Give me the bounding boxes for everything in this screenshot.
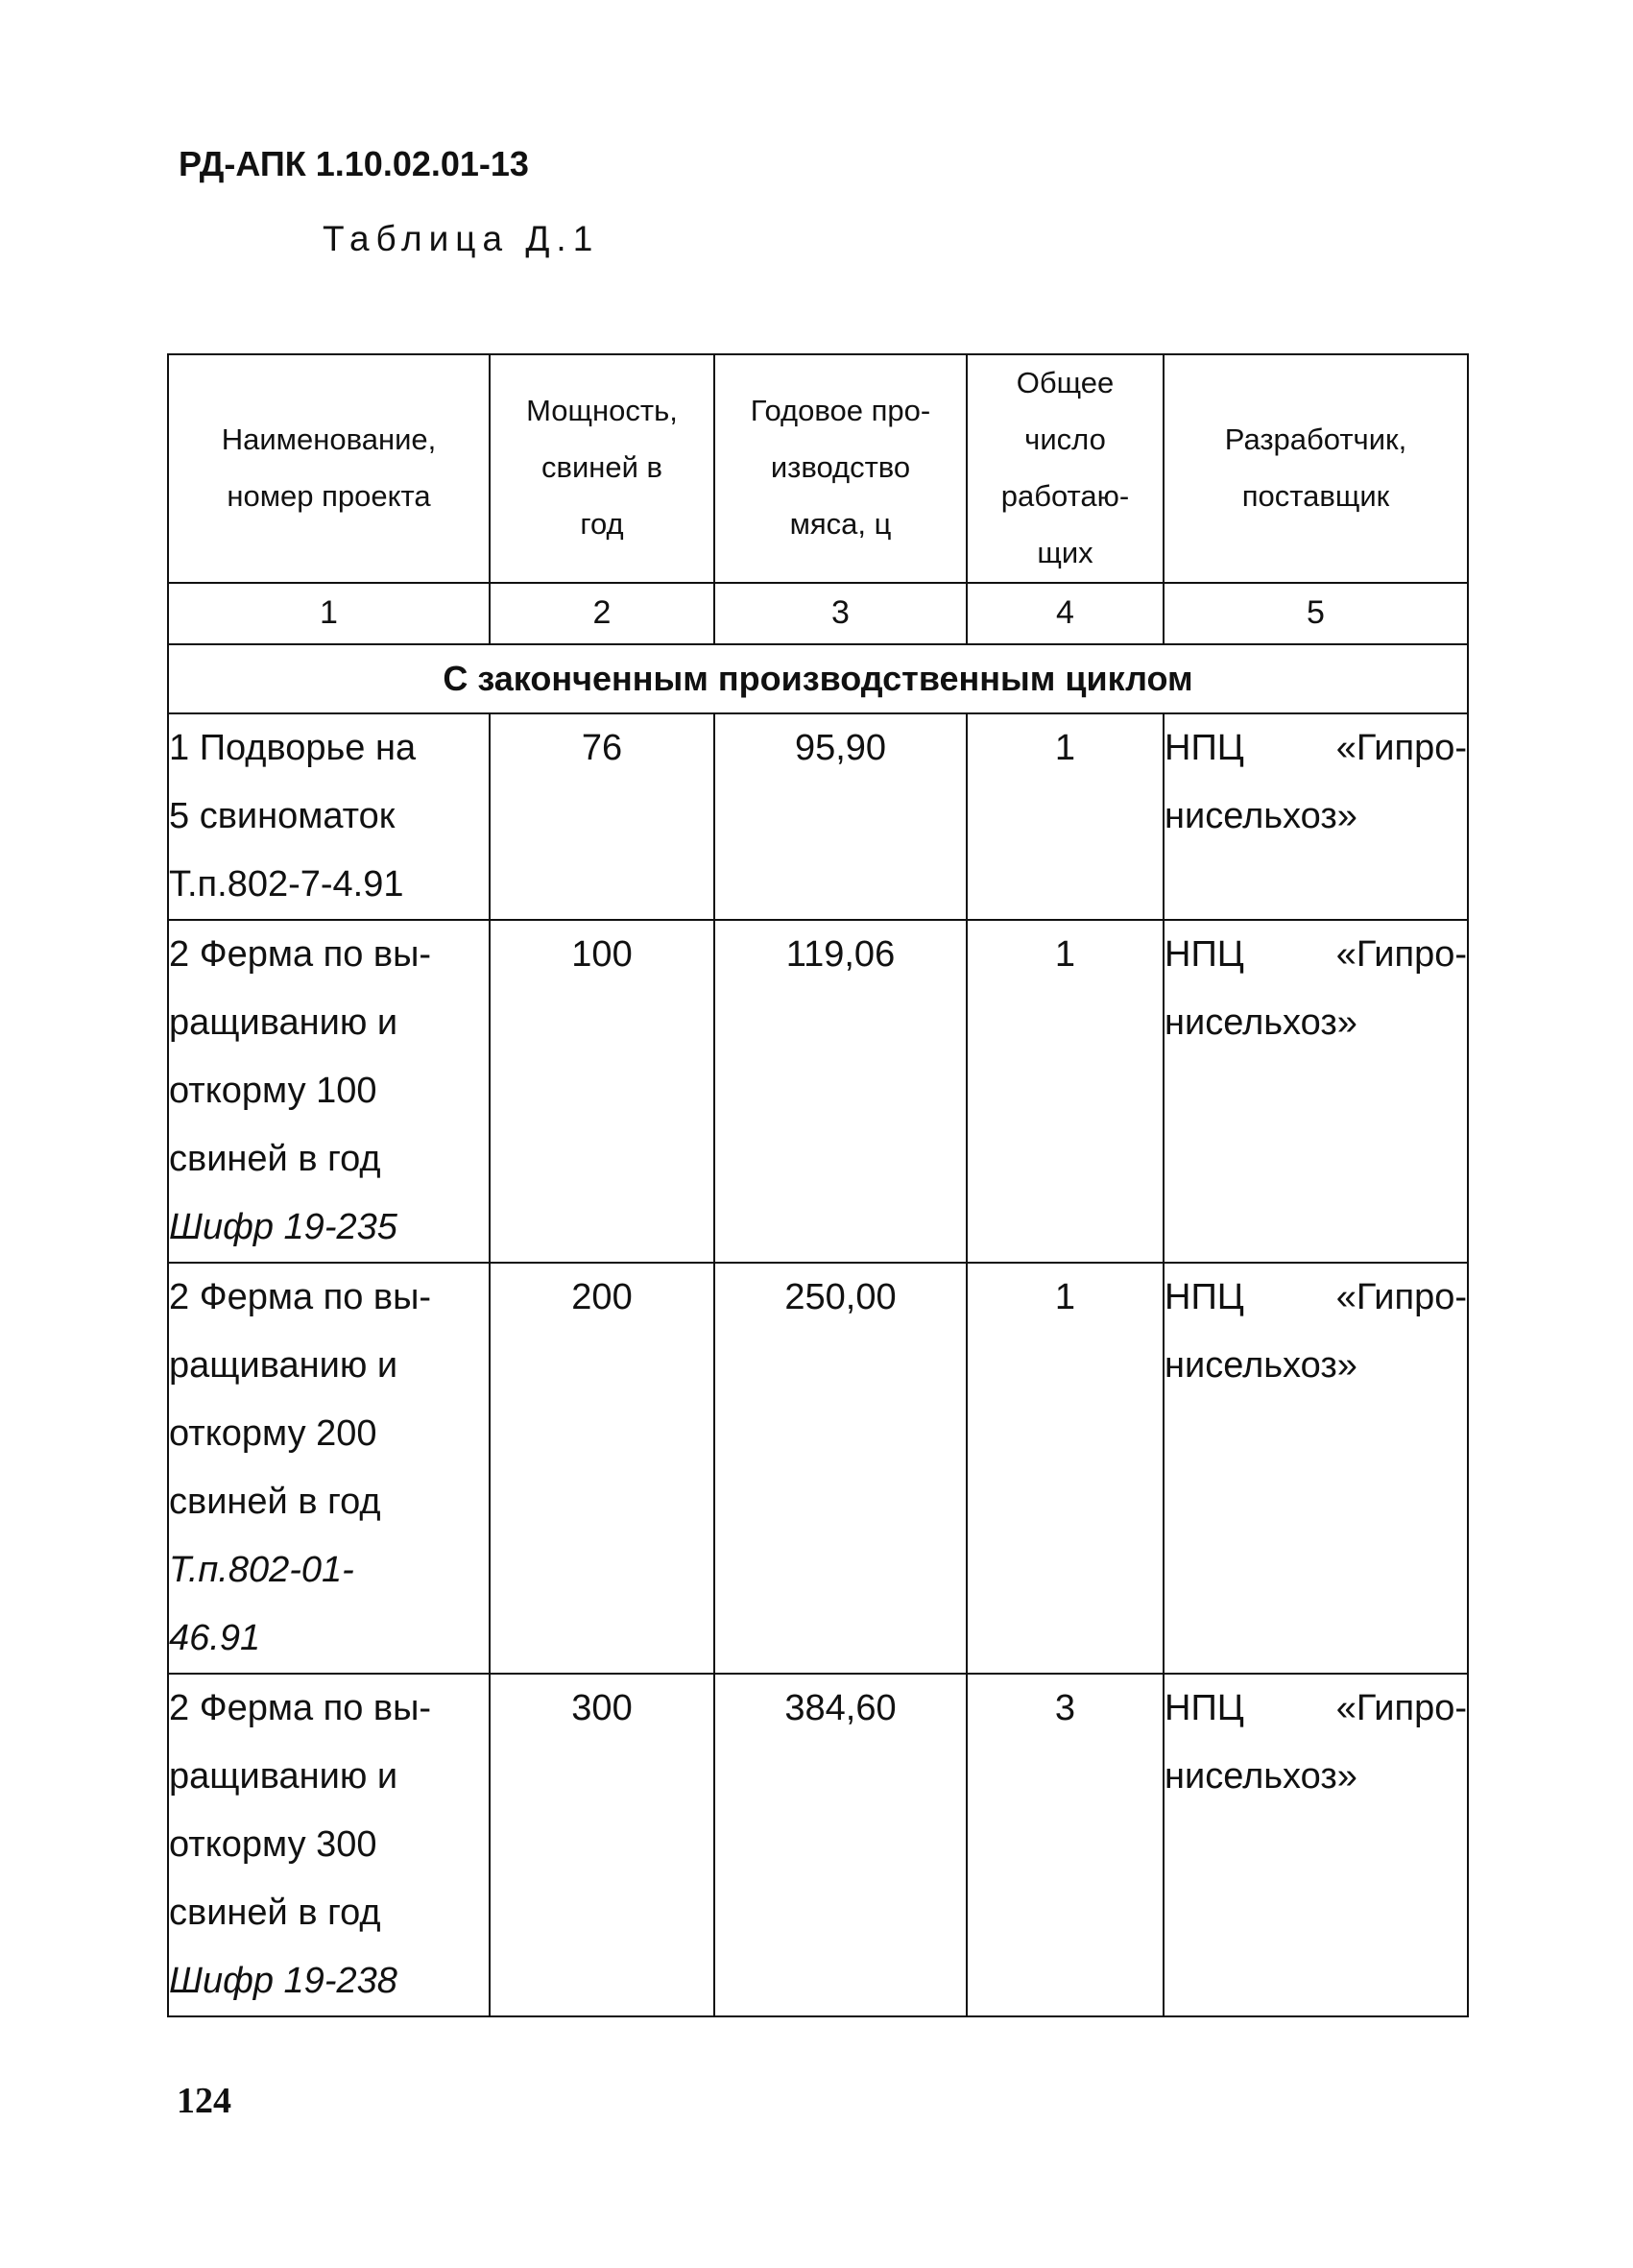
project-name-line: откорму 300: [169, 1823, 377, 1865]
developer-cell: [1164, 1674, 1468, 2016]
projects-table: [167, 353, 1469, 2017]
developer-name-start: «Гипро-: [1335, 1276, 1467, 1317]
developer-line: [1165, 921, 1467, 989]
annual-output-cell: 250,00: [714, 1263, 967, 1674]
project-name-line: откорму 100: [169, 1070, 377, 1111]
column-header-line: Годовое про-: [750, 394, 931, 428]
table-row: [168, 713, 1468, 920]
table-header-row: [168, 354, 1468, 583]
column-header-line: изводство: [770, 450, 911, 485]
project-name-line: свиней в год: [169, 1138, 381, 1179]
project-cipher-line: 46.91: [169, 1617, 261, 1658]
table-row: [168, 1263, 1468, 1674]
developer-name-start: «Гипро-: [1335, 727, 1467, 768]
developer-name-end: нисельхоз»: [1165, 1344, 1357, 1386]
column-header-line: Общее: [1016, 366, 1115, 399]
developer-line: [1165, 1675, 1467, 1743]
column-numbers-row: [168, 583, 1468, 644]
column-header-line: Разработчик,: [1224, 422, 1407, 456]
column-header-line: мяса, ц: [789, 507, 892, 542]
project-name-cell: [168, 1263, 490, 1674]
developer-name-end: нисельхоз»: [1165, 1755, 1357, 1797]
workers-cell: 1: [967, 920, 1164, 1263]
developer-line: [1165, 714, 1467, 783]
column-header: [714, 354, 967, 583]
column-header-line: Наименование,: [221, 422, 437, 456]
section-title: С законченным производственным циклом: [168, 644, 1468, 713]
column-header: [967, 354, 1164, 583]
column-number: 2: [490, 583, 714, 644]
developer-name-end: нисельхоз»: [1165, 795, 1357, 836]
column-number: 5: [1164, 583, 1468, 644]
column-header-line: номер проекта: [227, 478, 431, 513]
developer-name-start: «Гипро-: [1335, 1687, 1467, 1728]
table-row: [168, 1674, 1468, 2016]
capacity-cell: 300: [490, 1674, 714, 2016]
capacity-cell: 76: [490, 713, 714, 920]
workers-cell: 1: [967, 713, 1164, 920]
developer-line: [1165, 1264, 1467, 1332]
project-name-cell: [168, 1674, 490, 2016]
column-header-line: работаю-: [1000, 478, 1130, 513]
project-cipher-line: Шифр 19-238: [169, 1960, 397, 2001]
project-name-line: свиней в год: [169, 1481, 381, 1522]
developer-cell: [1164, 1263, 1468, 1674]
project-name-line: 2 Ферма по вы-: [169, 933, 432, 975]
project-name-line: ращиванию и: [169, 1001, 398, 1043]
annual-output-cell: 119,06: [714, 920, 967, 1263]
project-name-line: 1 Подворье на: [169, 727, 417, 768]
column-header: [1164, 354, 1468, 583]
project-name-line: ращиванию и: [169, 1344, 398, 1386]
annual-output-cell: 384,60: [714, 1674, 967, 2016]
project-name-line: ращиванию и: [169, 1755, 398, 1797]
developer-abbrev: НПЦ: [1165, 1687, 1244, 1728]
developer-name-start: «Гипро-: [1335, 933, 1467, 975]
column-header-line: год: [580, 507, 624, 542]
document-code: РД-АПК 1.10.02.01-13: [179, 144, 529, 183]
project-name-cell: [168, 713, 490, 920]
column-header-line: щих: [1037, 535, 1093, 569]
project-name-line: 5 свиноматок: [169, 795, 396, 836]
page-number: 124: [177, 2081, 231, 2121]
developer-cell: [1164, 920, 1468, 1263]
project-cipher-line: Т.п.802-01-: [169, 1549, 354, 1590]
project-name-line: 2 Ферма по вы-: [169, 1276, 432, 1317]
developer-cell: [1164, 713, 1468, 920]
column-header-line: число: [1024, 422, 1106, 456]
project-name-line: свиней в год: [169, 1892, 381, 1933]
column-header-line: Мощность,: [526, 394, 678, 428]
column-number: 3: [714, 583, 967, 644]
developer-abbrev: НПЦ: [1165, 1276, 1244, 1317]
column-header-line: поставщик: [1241, 478, 1390, 513]
project-name-line: Т.п.802-7-4.91: [169, 863, 404, 905]
column-header: [490, 354, 714, 583]
column-number: 1: [168, 583, 490, 644]
capacity-cell: 200: [490, 1263, 714, 1674]
column-number: 4: [967, 583, 1164, 644]
table-row: [168, 920, 1468, 1263]
column-header: [168, 354, 490, 583]
workers-cell: 1: [967, 1263, 1164, 1674]
project-name-cell: [168, 920, 490, 1263]
table-caption: Таблица Д.1: [323, 219, 600, 258]
column-header-line: свиней в: [540, 450, 663, 485]
capacity-cell: 100: [490, 920, 714, 1263]
developer-abbrev: НПЦ: [1165, 933, 1244, 975]
project-name-line: 2 Ферма по вы-: [169, 1687, 432, 1728]
annual-output-cell: 95,90: [714, 713, 967, 920]
developer-name-end: нисельхоз»: [1165, 1001, 1357, 1043]
project-name-line: откорму 200: [169, 1412, 377, 1454]
section-row: [168, 644, 1468, 713]
workers-cell: 3: [967, 1674, 1164, 2016]
developer-abbrev: НПЦ: [1165, 727, 1244, 768]
project-cipher-line: Шифр 19-235: [169, 1206, 397, 1247]
